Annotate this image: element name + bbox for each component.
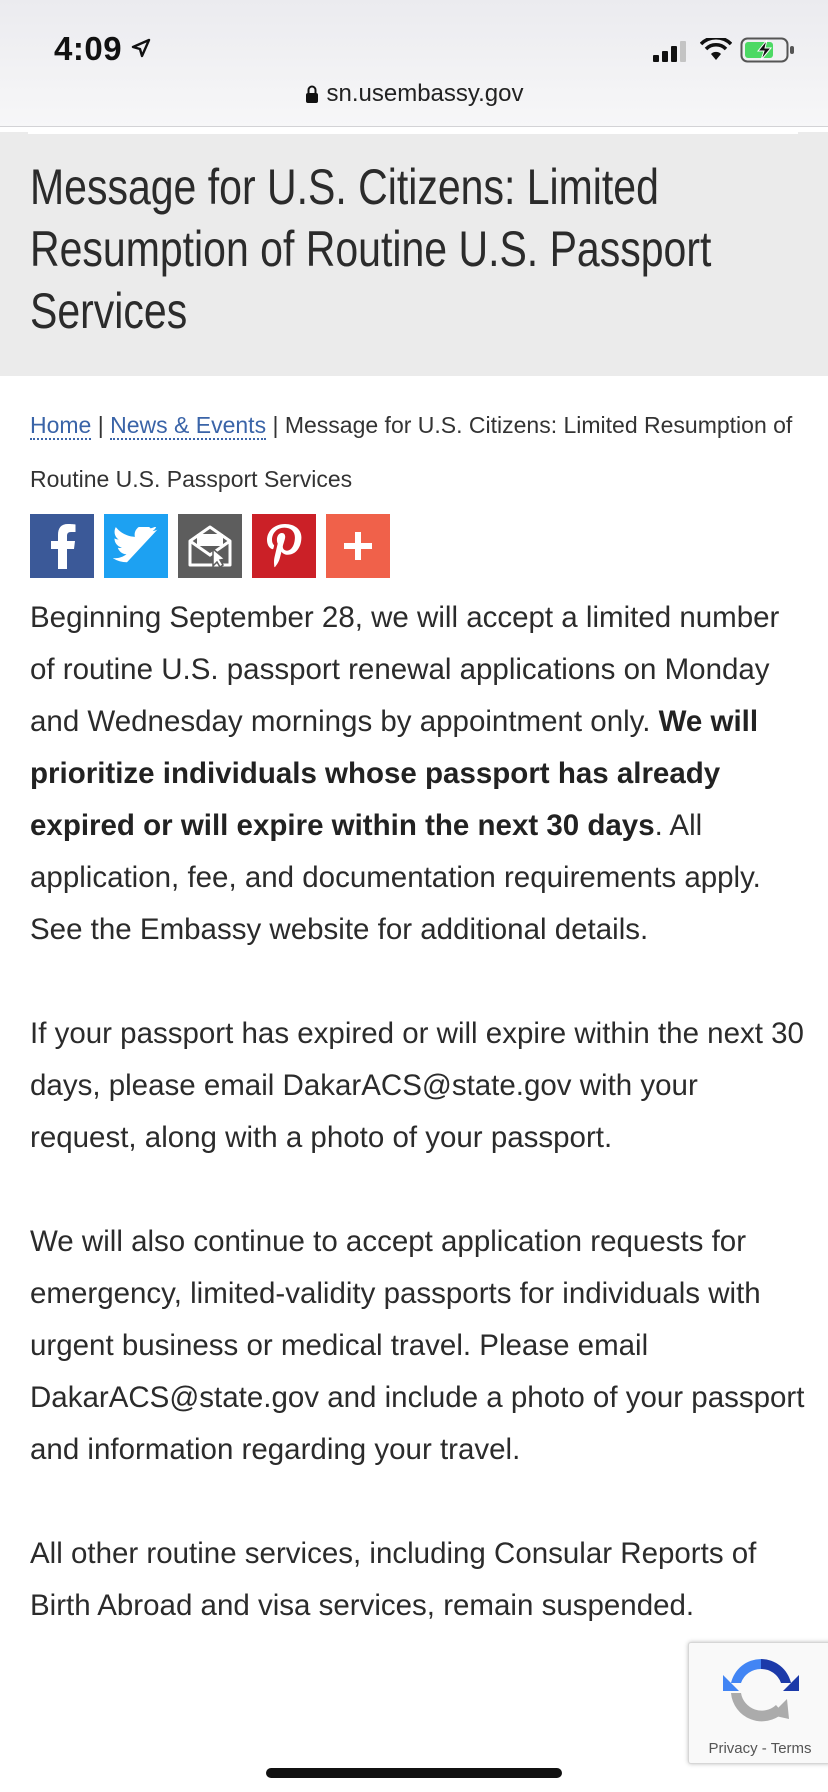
signal-icon bbox=[653, 40, 691, 62]
breadcrumb-home-link[interactable]: Home bbox=[30, 412, 92, 438]
add-share-icon bbox=[342, 530, 374, 562]
paragraph-text: . All application, fee, and documentation requirements apply. See the Embassy website for additional details. bbox=[30, 809, 761, 946]
lock-icon bbox=[305, 85, 319, 103]
paragraph: We will also continue to accept application requests for emergency, limited-validity passports for individuals with urgent business or medical travel. Please email DakarACS@state.gov and include a photo of your passport and information regarding your travel. bbox=[30, 1225, 805, 1466]
paragraph-text: Beginning September 28, we will accept a limited number of routine U.S. passport renewal applications on Monday and Wednesday mornings by appointment only. bbox=[30, 601, 780, 738]
paragraph: If your passport has expired or will expire within the next 30 days, please email DakarACS@state.gov with your request, along with a photo of your passport. bbox=[30, 1017, 804, 1154]
recaptcha-badge[interactable] bbox=[688, 1642, 828, 1764]
twitter-share-button[interactable] bbox=[104, 514, 168, 578]
battery-charging-icon bbox=[740, 37, 796, 63]
email-icon bbox=[187, 525, 233, 567]
recaptcha-icon bbox=[721, 1653, 801, 1727]
pinterest-icon bbox=[264, 522, 304, 570]
url-text: sn.usembassy.gov bbox=[326, 80, 524, 107]
facebook-icon bbox=[47, 523, 77, 569]
pinterest-share-button[interactable] bbox=[252, 514, 316, 578]
status-time: 4:09 bbox=[54, 30, 123, 67]
paragraph: All other routine services, including Consular Reports of Birth Abroad and visa services, remain suspended. bbox=[30, 1537, 757, 1622]
recaptcha-links bbox=[689, 1740, 828, 1757]
breadcrumb-separator: | bbox=[97, 412, 104, 438]
terms-link[interactable]: Terms bbox=[770, 1740, 812, 1757]
wifi-icon bbox=[700, 38, 732, 62]
page-title: Message for U.S. Citizens: Limited Resumption of Routine U.S. Passport Services bbox=[30, 159, 712, 339]
breadcrumb-separator: | bbox=[272, 412, 279, 438]
facebook-share-button[interactable] bbox=[30, 514, 94, 578]
article-body bbox=[30, 592, 810, 1684]
divider bbox=[28, 132, 798, 134]
emphasis-text: We will prioritize individuals whose passport has already expired or will expire within the next 30 days bbox=[30, 705, 759, 842]
status-bar bbox=[0, 0, 828, 127]
more-share-button[interactable] bbox=[326, 514, 390, 578]
email-share-button[interactable] bbox=[178, 514, 242, 578]
home-indicator[interactable] bbox=[266, 1768, 562, 1778]
breadcrumb-news-link[interactable]: News & Events bbox=[110, 412, 267, 438]
url-bar[interactable] bbox=[0, 80, 828, 108]
title-banner bbox=[0, 132, 828, 376]
location-arrow-icon bbox=[131, 38, 151, 58]
breadcrumb bbox=[30, 398, 800, 506]
twitter-icon bbox=[113, 527, 159, 565]
privacy-link[interactable]: Privacy bbox=[708, 1740, 758, 1757]
link-separator: - bbox=[761, 1740, 767, 1757]
breadcrumb-current: Message for U.S. Citizens: Limited Resumption of Routine U.S. Passport Services bbox=[30, 412, 793, 492]
paragraph bbox=[30, 592, 810, 956]
